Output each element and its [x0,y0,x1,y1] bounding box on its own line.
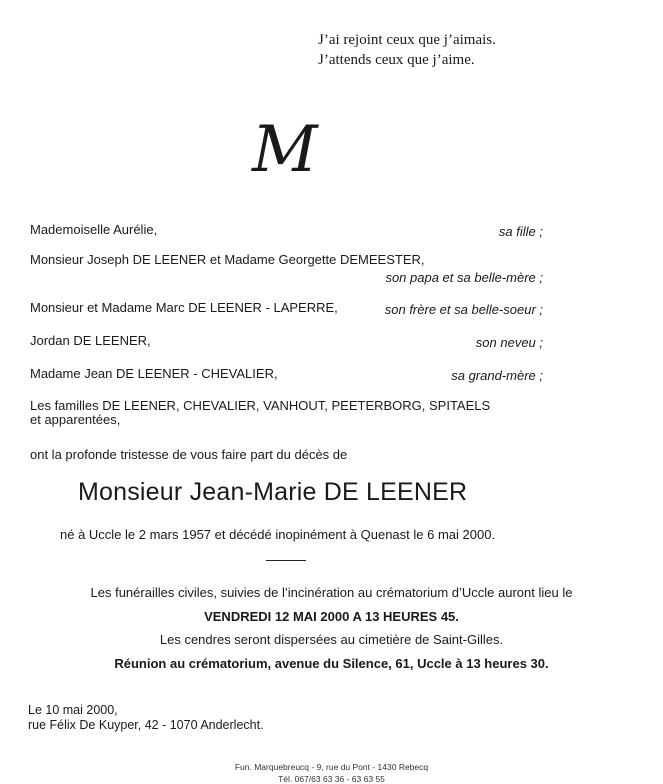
footer-line-2: Tél. 067/63 63 36 - 63 63 55 [278,774,385,784]
epigraph-line-2: J’attends ceux que j’aime. [318,52,475,68]
families-line-1: Les familles DE LEENER, CHEVALIER, VANHOUT, PEETERBORG, SPITAELS [30,398,491,413]
monogram: M [252,113,318,187]
family-relation-5: sa grand-mère ; [451,368,543,383]
ashes-line: Les cendres seront dispersées au cimetière de Saint-Gilles. [159,632,504,647]
family-relation-1: sa fille ; [498,224,543,239]
family-name-1: Mademoiselle Aurélie, [30,222,158,237]
announcement: ont la profonde tristesse de vous faire part du décès de [30,447,348,462]
meeting-line: Réunion au crématorium, avenue du Silence, 61, Uccle à 13 heures 30. [114,656,549,671]
families-line-2: et apparentées, [30,412,121,427]
family-name-3: Monsieur et Madame Marc DE LEENER - LAPERRE, [30,300,338,315]
family-relation-2: son papa et sa belle-mère ; [385,270,543,285]
sender-address: rue Félix De Kuyper, 42 - 1070 Anderlecht. [28,718,264,732]
family-name-5: Madame Jean DE LEENER - CHEVALIER, [30,366,278,381]
birth-death-line: né à Uccle le 2 mars 1957 et décédé inopinément à Quenast le 6 mai 2000. [60,527,496,542]
family-relation-3: son frère et sa belle-soeur ; [384,302,543,317]
separator-rule [266,560,306,561]
family-name-4: Jordan DE LEENER, [30,333,151,348]
funeral-line: Les funérailles civiles, suivies de l’incinération au crématorium d’Uccle auront lieu le [90,585,573,600]
family-name-2: Monsieur Joseph DE LEENER et Madame Georgette DEMEESTER, [30,252,425,267]
family-relation-4: son neveu ; [475,335,543,350]
epigraph-line-1: J’ai rejoint ceux que j’aimais. [318,32,496,48]
funeral-datetime: VENDREDI 12 MAI 2000 A 13 HEURES 45. [204,609,459,624]
footer-line-1: Fun. Marquebreucq - 9, rue du Pont - 1430 Rebecq [234,762,429,772]
sender-date: Le 10 mai 2000, [28,703,118,717]
deceased-name: Monsieur Jean-Marie DE LEENER [78,478,468,506]
